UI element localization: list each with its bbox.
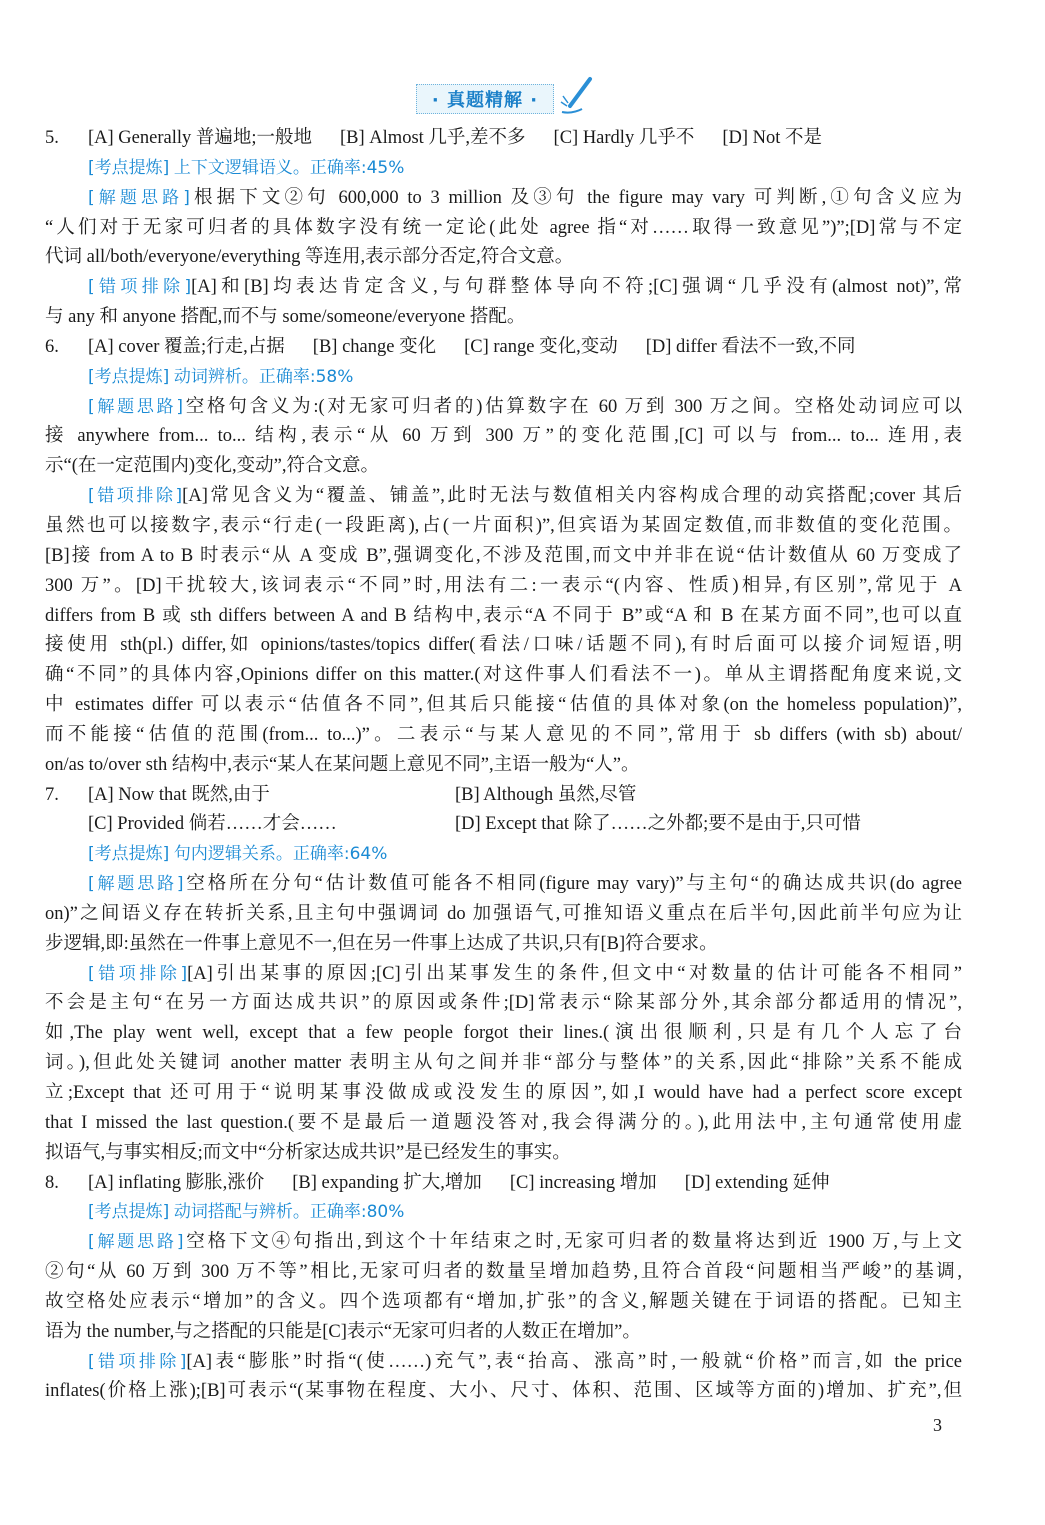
section-label: [考点提炼]	[88, 844, 170, 865]
text-line	[45, 602, 962, 632]
paragraph-text: on)”之间语义存在转折关系,且主句中强调词 do 加强语气,可推知语义重点在后半句,因此前半句应为让	[45, 903, 962, 924]
text-line	[45, 1109, 962, 1139]
text-line	[45, 1377, 962, 1407]
paragraph-text: 示“(在一定范围内)变化,变动”,符合文意。	[45, 456, 379, 477]
text-line	[45, 1049, 962, 1079]
question-options	[45, 781, 962, 811]
paragraph-text: “人们对于无家可归者的具体数字没有统一定论(此处 agree 指“对……取得一致意见”)”;[D]常与不定	[45, 217, 962, 238]
text-line	[45, 751, 962, 781]
text-line	[45, 482, 962, 512]
option: [A] cover 覆盖;行走,占据	[88, 336, 285, 357]
key-point-text: 句内逻辑关系。正确率:64%	[173, 844, 388, 865]
text-line	[45, 930, 962, 960]
question-number: 8.	[45, 1172, 59, 1193]
text-line	[45, 512, 962, 542]
paragraph-text: 与 any 和 anyone 搭配,而不与 some/someone/everyone 搭配。	[45, 307, 526, 328]
paragraph-text: 不会是主句“在另一方面达成共识”的原因或条件;[D]常表示“除某部分外,其余部分都适用的情况”,	[45, 993, 962, 1014]
question-options	[45, 810, 962, 840]
text-line	[45, 452, 962, 482]
paragraph-text: 步逻辑,即:虽然在一件事上意见不一,但在另一件事上达成了共识,只有[B]符合要求。	[45, 933, 718, 954]
document-body	[45, 124, 962, 1407]
key-point-text: 动词搭配与辨析。正确率:80%	[173, 1202, 405, 1223]
text-line	[45, 960, 962, 990]
key-point-line	[45, 1198, 962, 1228]
paragraph-text: 词。),但此处关键词 another matter 表明主从句之间并非“部分与整体”的关系,因此“排除”关系不能成	[45, 1053, 962, 1074]
paragraph-text: 接使用 sth(pl.) differ,如 opinions/tastes/topics differ(看法/口味/话题不同),有时后面可以接介词短语,明	[45, 635, 962, 656]
section-label: [考点提炼]	[88, 157, 170, 178]
paragraph-text: differs from B 或 sth differs between A and B 结构中,表示“A 不同于 B”或“A 和 B 在某方面不同”,也可以直	[45, 605, 962, 626]
text-line	[45, 1288, 962, 1318]
text-line	[45, 1019, 962, 1049]
section-label: [解题思路]	[88, 396, 184, 417]
option: [D] Not 不是	[722, 128, 823, 148]
option: [B] Almost 几乎,差不多	[340, 128, 526, 148]
text-line	[45, 691, 962, 721]
key-point-line	[45, 363, 962, 393]
section-label: [错项排除]	[88, 486, 183, 507]
question-options	[45, 124, 962, 154]
text-line	[45, 989, 962, 1019]
text-line	[45, 422, 962, 452]
text-line	[45, 870, 962, 900]
paragraph-text: 拟语气,与事实相反;而文中“分析家达成共识”是已经发生的事实。	[45, 1142, 571, 1163]
key-point-line	[45, 154, 962, 184]
paragraph-text: 代词 all/both/everyone/everything 等连用,表示部分否定,符合文意。	[45, 247, 574, 268]
paragraph-text: [A]表“膨胀”时指“(使……)充气”,表“抬高、涨高”时,一般就“价格”而言,如 the price	[186, 1351, 962, 1372]
pen-icon	[558, 76, 594, 116]
option: [B] Although 虽然,尽管	[455, 784, 637, 805]
key-point-text: 动词辨析。正确率:58%	[173, 366, 354, 387]
paragraph-text: 空格所在分句“估计数值可能各不相同(figure may vary)”与主句“的确达成共识(do agree	[183, 874, 962, 895]
text-line	[45, 1318, 962, 1348]
text-line	[45, 243, 962, 273]
text-line	[45, 303, 962, 333]
paragraph-text: 立;Except that 还可用于“说明某事没做成或没发生的原因”,如,I would have had a perfect score except	[45, 1083, 962, 1103]
paragraph-text: [A]和[B]均表达肯定含义,与句群整体导向不符;[C]强调“几乎没有(almost not)”,常	[191, 277, 962, 298]
section-label: [考点提炼]	[88, 366, 170, 387]
section-title: · 真题精解 ·	[431, 90, 539, 111]
key-point-line	[45, 840, 962, 870]
option: [A] Generally 普遍地;一般地	[88, 128, 313, 148]
option: [B] expanding 扩大,增加	[292, 1172, 482, 1193]
option: [B] change 变化	[312, 336, 437, 357]
paragraph-text: 确“不同”的具体内容,Opinions differ on this matter.(对这件事人们看法不一)。单从主谓搭配角度来说,文	[45, 665, 962, 686]
paragraph-text: 空格句含义为:(对无家可归者的)估算数字在 60 万到 300 万之间。空格处动词应可以	[183, 396, 962, 417]
section-label: [错项排除]	[88, 1351, 187, 1372]
paragraph-text: that I missed the last question.(要不是最后一道题没答对,我会得满分的。),此用法中,主句通常使用虚	[45, 1112, 962, 1133]
text-line	[45, 1228, 962, 1258]
paragraph-text: 中 estimates differ 可以表示“估值各不同”,但其后只能接“估值的具体对象(on the homeless population)”,	[45, 695, 962, 716]
section-label: [解题思路]	[88, 874, 184, 895]
question-number: 6.	[45, 336, 59, 357]
section-header	[416, 84, 554, 114]
paragraph-text: [B]接 from A to B 时表示“从 A 变成 B”,强调变化,不涉及范围,而文中并非在说“估计数值从 60 万变成了	[45, 545, 962, 566]
option: [D] extending 延伸	[684, 1172, 830, 1193]
text-line	[45, 542, 962, 572]
question-options	[45, 1169, 962, 1199]
text-line	[45, 721, 962, 751]
text-line	[45, 1258, 962, 1288]
option: [A] Now that 既然,由于	[88, 784, 270, 805]
paragraph-text: 语为 the number,与之搭配的只能是[C]表示“无家可归者的人数正在增加”。	[45, 1321, 641, 1342]
section-label: [错项排除]	[88, 963, 188, 984]
option: [C] Provided 倘若……才会……	[88, 814, 337, 835]
paragraph-text: 而不能接“估值的范围(from... to...)”。二表示“与某人意见的不同”,常用于 sb differs (with sb) about/	[45, 724, 962, 745]
option: [A] inflating 膨胀,涨价	[88, 1172, 265, 1193]
text-line	[45, 393, 962, 423]
text-line	[45, 184, 962, 214]
option: [C] range 变化,变动	[464, 336, 618, 357]
text-line	[45, 273, 962, 303]
paragraph-text: 故空格处应表示“增加”的含义。四个选项都有“增加,扩张”的含义,解题关键在于词语的搭配。已知主	[45, 1291, 962, 1312]
paragraph-text: 接 anywhere from... to... 结构,表示“从 60 万到 300 万”的变化范围,[C] 可以与 from... to... 连用,表	[45, 426, 962, 447]
option: [C] Hardly 几乎不	[553, 128, 695, 148]
paragraph-text: inflates(价格上涨);[B]可表示“(某事物在程度、大小、尺寸、体积、范围、区域等方面的)增加、扩充”,但	[45, 1381, 962, 1402]
section-label: [解题思路]	[88, 1232, 184, 1253]
text-line	[45, 661, 962, 691]
key-point-text: 上下文逻辑语义。正确率:45%	[173, 157, 405, 178]
section-label: [错项排除]	[88, 277, 192, 298]
text-line	[45, 572, 962, 602]
page-number: 3	[933, 1415, 942, 1435]
text-line	[45, 1139, 962, 1169]
question-number: 7.	[45, 784, 59, 805]
question-number: 5.	[45, 128, 59, 148]
text-line	[45, 1079, 962, 1109]
text-line	[45, 631, 962, 661]
option: [D] differ 看法不一致,不同	[645, 336, 856, 357]
paragraph-text: on/as to/over sth 结构中,表示“某人在某问题上意见不同”,主语一般为“人”。	[45, 754, 640, 775]
paragraph-text: 根据下文②句 600,000 to 3 million 及③句 the figure may vary 可判断,①句含义应为	[189, 187, 962, 208]
option: [C] increasing 增加	[509, 1172, 657, 1193]
option: [D] Except that 除了……之外都;要不是由于,只可惜	[455, 814, 861, 835]
text-line	[45, 214, 962, 244]
paragraph-text: [A]引出某事的原因;[C]引出某事发生的条件,但文中“对数量的估计可能各不相同”	[187, 963, 962, 984]
paragraph-text: 空格下文④句指出,到这个十年结束之时,无家可归者的数量将达到近 1900 万,与上文	[183, 1232, 962, 1253]
paragraph-text: 如,The play went well, except that a few people forgot their lines.(演出很顺利,只是有几个人忘了台	[45, 1023, 962, 1044]
paragraph-text: ②句“从 60 万到 300 万不等”相比,无家可归者的数量呈增加趋势,且符合首段“问题相当严峻”的基调,	[45, 1262, 962, 1283]
section-label: [解题思路]	[88, 187, 190, 208]
question-options	[45, 333, 962, 363]
paragraph-text: [A]常见含义为“覆盖、铺盖”,此时无法与数值相关内容构成合理的动宾搭配;cover 其后	[182, 486, 962, 507]
paragraph-text: 300 万”。[D]干扰较大,该词表示“不同”时,用法有二:一表示“(内容、性质)相异,有区别”,常见于 A	[45, 575, 962, 596]
paragraph-text: 虽然也可以接数字,表示“行走(一段距离),占(一片面积)”,但宾语为某固定数值,而非数值的变化范围。	[45, 515, 962, 536]
section-label: [考点提炼]	[88, 1202, 170, 1223]
text-line	[45, 1348, 962, 1378]
text-line	[45, 900, 962, 930]
